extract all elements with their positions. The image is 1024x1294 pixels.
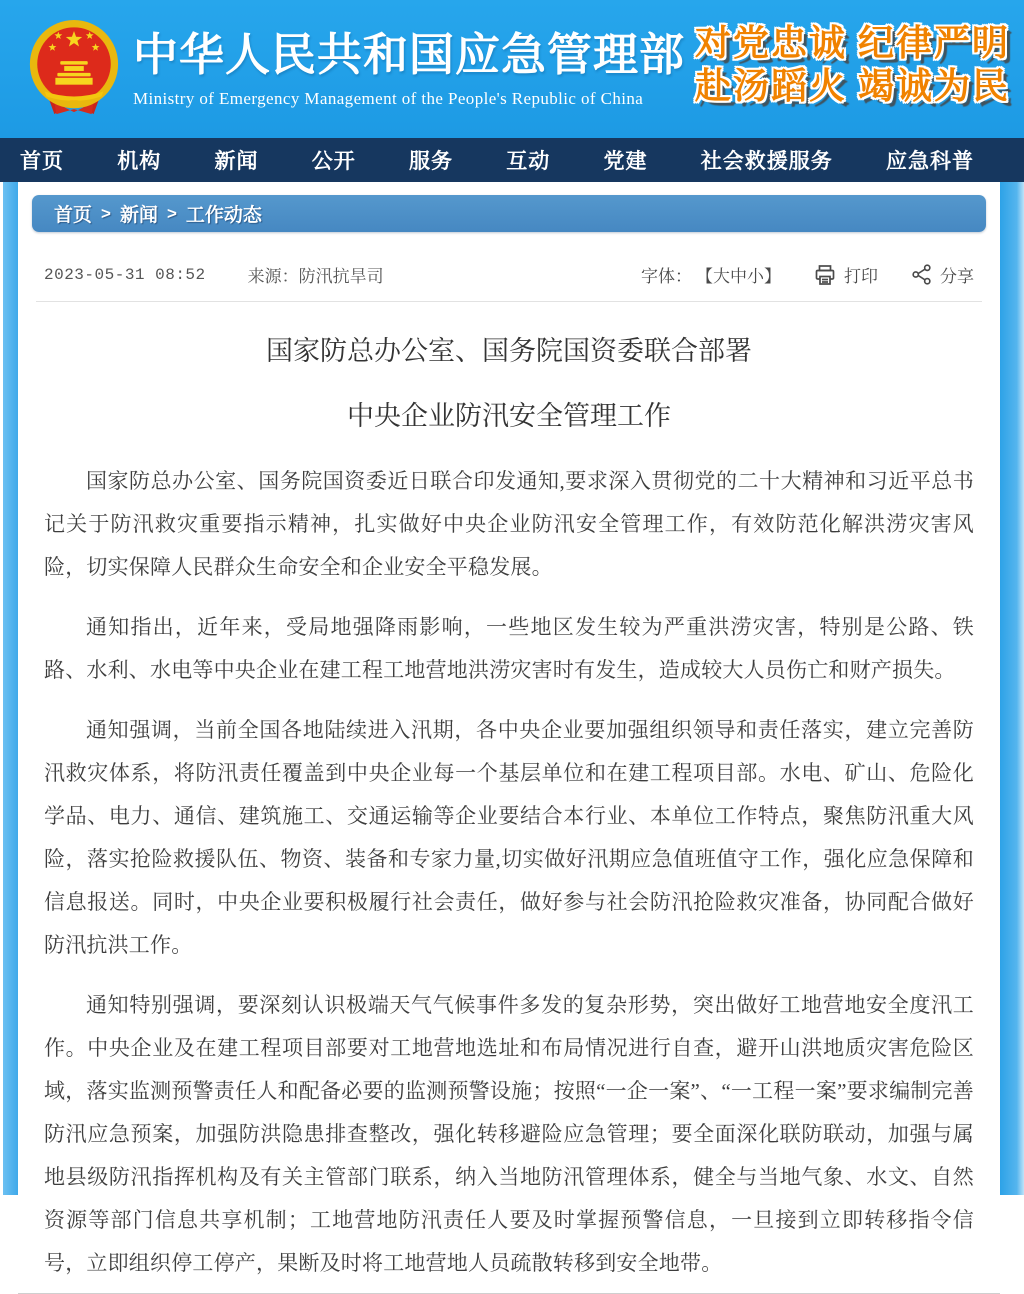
right-background-band [1000, 182, 1024, 1195]
printer-icon [813, 263, 837, 287]
breadcrumb-separator: > [101, 203, 111, 223]
breadcrumb-current-work-updates[interactable]: 工作动态 [185, 205, 262, 226]
print-button[interactable] [813, 262, 878, 287]
article-paragraph: 通知强调，当前全国各地陆续进入汛期，各中央企业要加强组织领导和责任落实，建立完善防汛救灾体系，将防汛责任覆盖到中央企业每一个基层单位和在建工程项目部。水电、矿山、危险化学品、电力、通信、建筑施工、交通运输等企业要结合本行业、本单位工作特点，聚焦防汛重大风险，落实抢险救援队伍、物资、装备和专家力量,切实做好汛期应急值班值守工作，强化应急保障和信息报送。同时，中央企业要积极履行社会责任，做好参与社会防汛抢险救灾准备，协同配合做好防汛抗洪工作。 [44, 718, 974, 958]
font-size-switcher[interactable]: 【大中小】 [696, 267, 781, 286]
breadcrumb [32, 195, 986, 232]
left-background-band [3, 182, 18, 1195]
publish-datetime: 2023-05-31 08:52 [44, 265, 206, 284]
article-title-line-1: 国家防总办公室、国务院国资委联合部署 [266, 336, 752, 366]
article-paragraph: 通知特别强调，要深刻认识极端天气气候事件多发的复杂形势，突出做好工地营地安全度汛工作。中央企业及在建工程项目部要对工地营地选址和布局情况进行自查，避开山洪地质灾害危险区域，落实监测预警责任人和配备必要的监测预警设施；按照“一企一案”、“一工程一案”要求编制完善防汛应急预案，加强防洪隐患排查整改，强化转移避险应急管理；要全面深化联防联动，加强与属地县级防汛指挥机构及有关主管部门联系，纳入当地防汛管理体系，健全与当地气象、水文、自然资源等部门信息共享机制；工地营地防汛责任人要及时掌握预警信息，一旦接到立即转移指令信号，立即组织停工停产，果断及时将工地营地人员疏散转移到安全地带。 [44, 993, 974, 1276]
nav-item-interact[interactable]: 互动 [506, 150, 551, 173]
nav-item-news[interactable]: 新闻 [214, 150, 259, 173]
site-subtitle-english: Ministry of Emergency Management of the People's Republic of China [133, 89, 644, 109]
nav-item-social-rescue[interactable]: 社会救援服务 [700, 150, 833, 173]
article-tools [641, 262, 974, 287]
nav-item-openness[interactable]: 公开 [311, 150, 356, 173]
site-title: 中华人民共和国应急管理部 [133, 28, 686, 80]
font-size-label: 字体： [641, 267, 692, 286]
meta-divider [36, 301, 982, 302]
nav-item-science[interactable]: 应急科普 [886, 150, 974, 173]
breadcrumb-separator: > [166, 203, 177, 223]
article-body [32, 334, 986, 1285]
article-paragraph: 通知指出，近年来，受局地强降雨影响，一些地区发生较为严重洪涝灾害，特别是公路、铁路、水利、水电等中央企业在建工程工地营地洪涝灾害时有发生，造成较大人员伤亡和财产损失。 [44, 615, 974, 683]
share-button[interactable] [910, 262, 974, 287]
site-header [0, 0, 1024, 138]
print-label: 打印 [844, 267, 878, 286]
slogan-line-2: 赴汤蹈火 竭诚为民 [694, 66, 1010, 106]
nav-item-party[interactable]: 党建 [603, 150, 648, 173]
slogan-line-1: 对党忠诚 纪律严明 [694, 23, 1010, 63]
article-paragraph: 国家防总办公室、国务院国资委近日联合印发通知,要求深入贯彻党的二十大精神和习近平总书记关于防汛救灾重要指示精神，扎实做好中央企业防汛安全管理工作，有效防范化解洪涝灾害风险，切实保障人民群众生命安全和企业安全平稳发展。 [44, 469, 974, 580]
national-emblem-logo[interactable] [25, 17, 123, 121]
breadcrumb-home[interactable]: 首页 [54, 205, 93, 226]
header-slogan [695, 22, 1010, 108]
article-title-line-2: 中央企业防汛安全管理工作 [347, 401, 671, 432]
content-card [18, 182, 1000, 1294]
header-title-block [133, 29, 685, 110]
nav-item-orgs[interactable]: 机构 [117, 150, 162, 173]
article-meta-row [32, 262, 986, 287]
share-label: 分享 [940, 267, 974, 286]
source-label: 来源：防汛抗旱司 [247, 267, 384, 286]
nav-item-home[interactable]: 首页 [20, 150, 64, 173]
share-icon [910, 263, 933, 286]
nav-item-services[interactable]: 服务 [409, 150, 453, 173]
main-nav [0, 138, 1024, 182]
breadcrumb-news[interactable]: 新闻 [119, 205, 158, 226]
